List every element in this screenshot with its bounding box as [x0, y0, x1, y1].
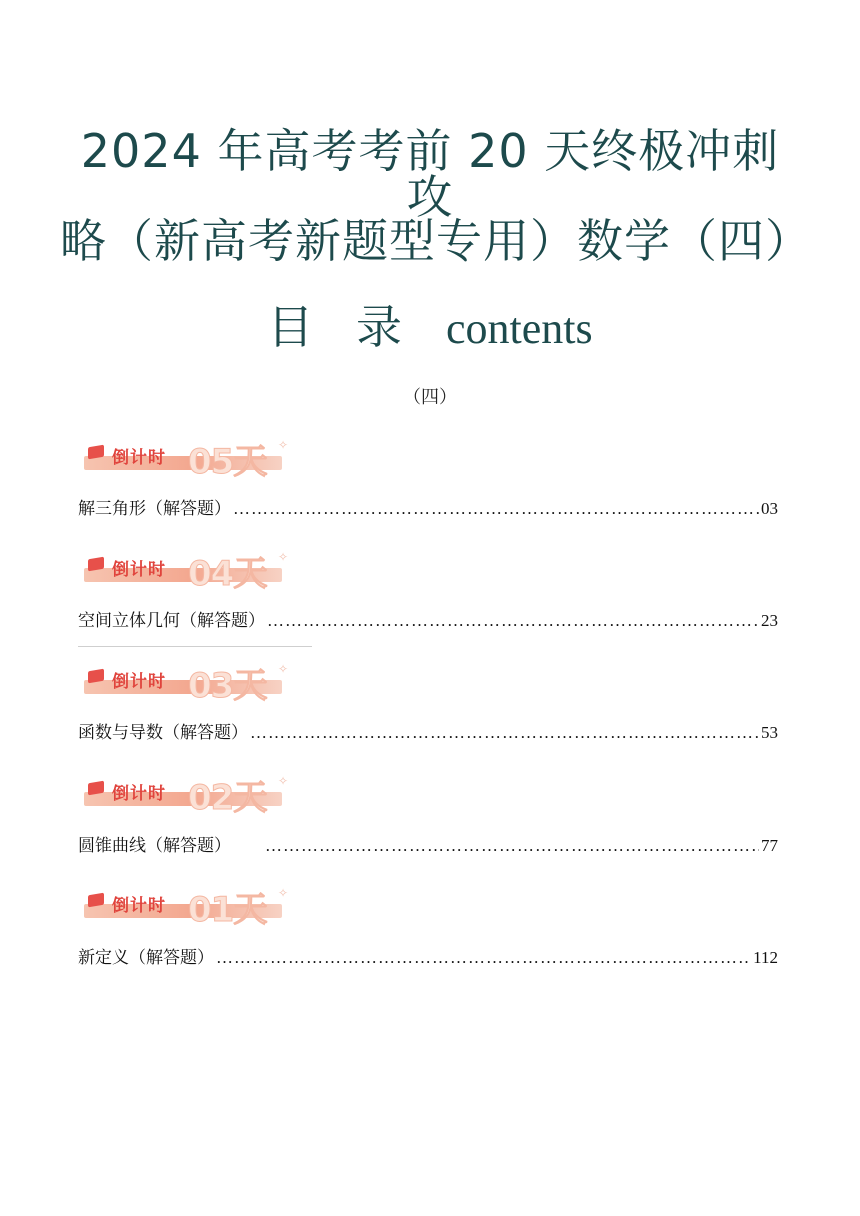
- sparkle-icon: ✧: [277, 550, 288, 564]
- toc-entry-title: 函数与导数（解答题）: [78, 723, 248, 743]
- document-title-line-1: 2024 年高考考前 20 天终极冲刺攻: [80, 124, 780, 224]
- banner-days: 04天: [188, 554, 267, 594]
- countdown-banner-05: [84, 436, 288, 482]
- toc-entry-title: 空间立体几何（解答题）: [78, 611, 265, 631]
- sparkle-icon: ✧: [277, 774, 288, 788]
- toc-entry[interactable]: [78, 947, 778, 969]
- leader-dots: [216, 947, 751, 969]
- toc-entry[interactable]: [78, 835, 778, 857]
- toc-entry-page: 112: [753, 948, 778, 967]
- banner-days: 02天: [188, 778, 267, 818]
- sparkle-icon: ✧: [277, 886, 288, 900]
- countdown-banner-04: [84, 548, 288, 594]
- toc-entry-title: 新定义（解答题）: [78, 948, 214, 968]
- toc-entry-page: 53: [761, 723, 778, 742]
- toc-heading-chinese: 目 录: [267, 300, 416, 354]
- toc-entry-page: 77: [761, 836, 778, 855]
- banner-days: 05天: [188, 442, 267, 482]
- banner-label: 倒计时: [112, 672, 166, 692]
- toc-entry[interactable]: [78, 722, 778, 744]
- banner-label: 倒计时: [112, 448, 166, 468]
- leader-dots: [233, 498, 759, 520]
- countdown-banner-02: [84, 772, 288, 818]
- toc-heading-english: contents: [445, 304, 593, 353]
- leader-dots: [265, 835, 759, 857]
- banner-label: 倒计时: [112, 896, 166, 916]
- toc-entry[interactable]: [78, 498, 778, 520]
- leader-dots: [267, 610, 759, 632]
- leader-dots: [250, 722, 759, 744]
- banner-label: 倒计时: [112, 784, 166, 804]
- toc-entry[interactable]: [78, 610, 778, 632]
- banner-days: 01天: [188, 890, 267, 930]
- countdown-banner-03: [84, 660, 288, 706]
- toc-entry-title: 圆锥曲线（解答题）: [78, 836, 231, 856]
- banner-days: 03天: [188, 666, 267, 706]
- document-title-line-2: 略（新高考新题型专用）数学（四）: [60, 214, 812, 268]
- banner-label: 倒计时: [112, 560, 166, 580]
- toc-heading: [0, 300, 860, 354]
- countdown-banner-01: [84, 884, 288, 930]
- divider: [78, 646, 312, 647]
- volume-subtitle: （四）: [403, 387, 457, 408]
- sparkle-icon: ✧: [277, 662, 288, 676]
- sparkle-icon: ✧: [277, 438, 288, 452]
- toc-entry-page: 03: [761, 499, 778, 518]
- toc-entry-page: 23: [761, 611, 778, 630]
- toc-entry-title: 解三角形（解答题）: [78, 499, 231, 519]
